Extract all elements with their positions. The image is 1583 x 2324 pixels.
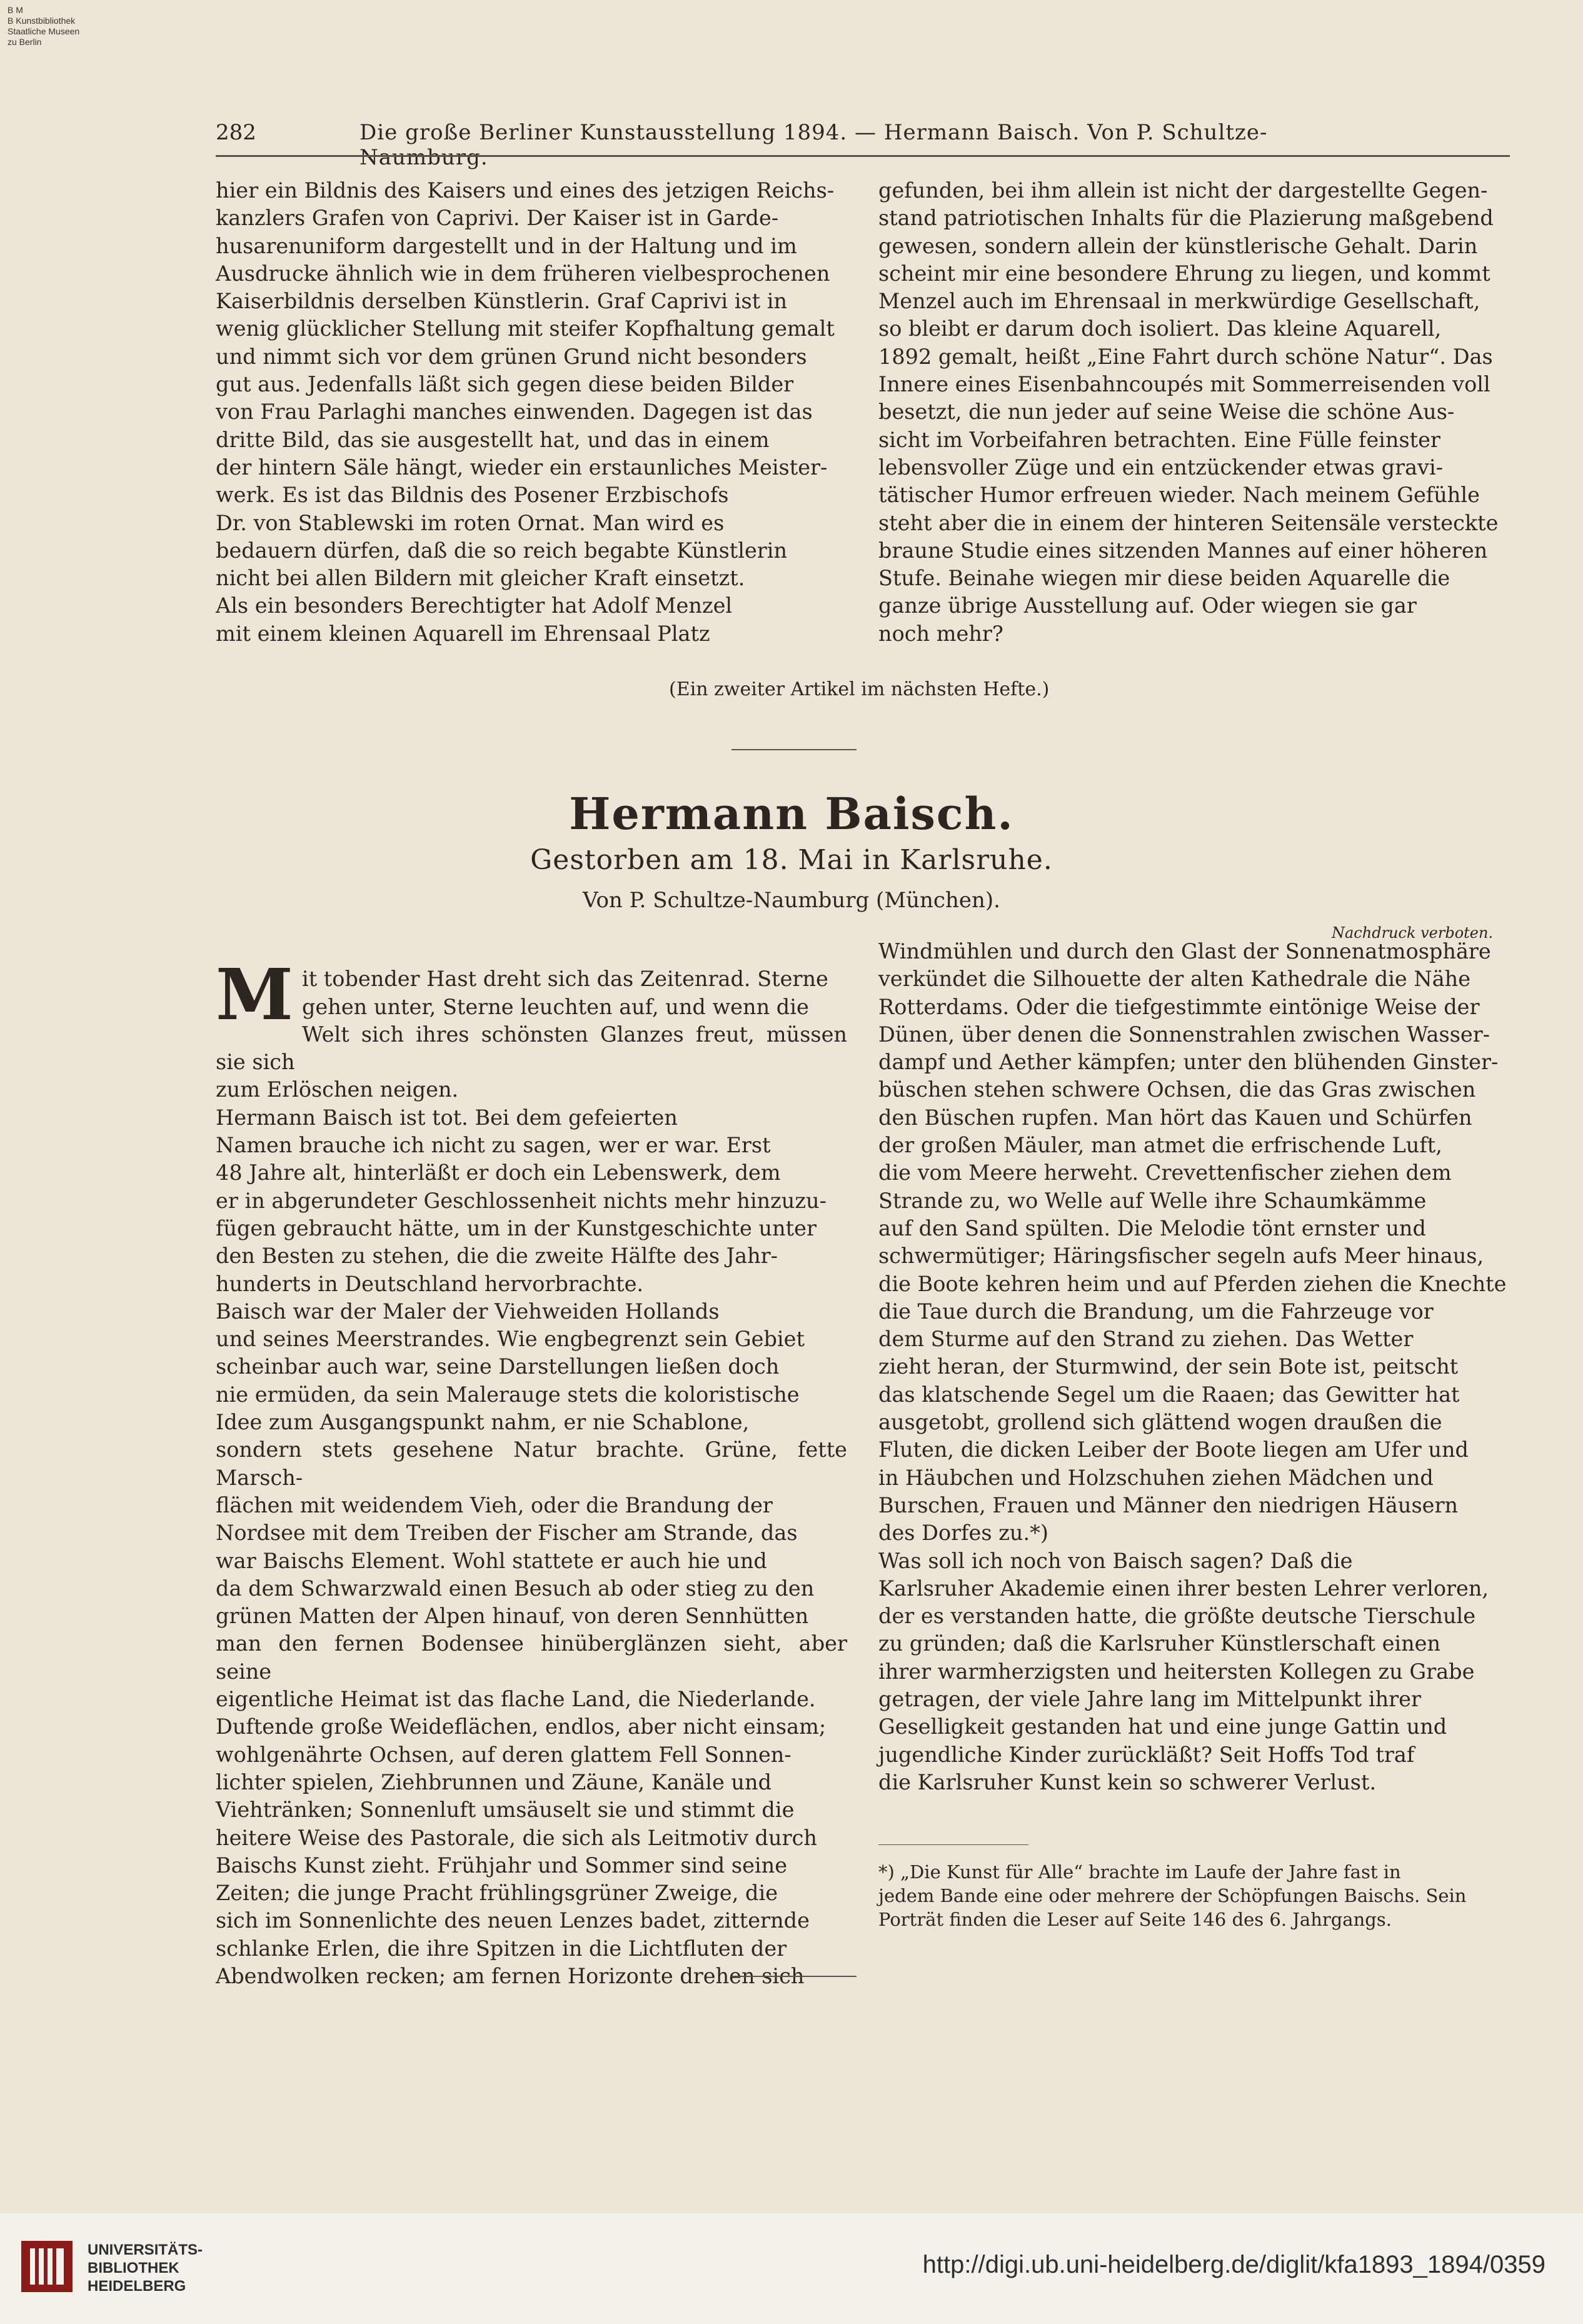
end-divider xyxy=(731,1976,857,1977)
running-header xyxy=(216,120,1372,170)
continuation-note: (Ein zweiter Artikel im nächsten Hefte.) xyxy=(669,678,1050,700)
article-column-1 xyxy=(216,938,847,1990)
footnote: *) „Die Kunst für Alle“ brachte im Laufe der Jahre fast in jedem Bande eine oder mehrere der Schöpfungen Baischs. Sein Porträt finden die Leser auf Seite 146 des 6. Jahrgangs. xyxy=(878,1861,1467,1930)
previous-article-column-2: gefunden, bei ihm allein ist nicht der dargestellte Gegen- stand patriotischen Inhalts für die Plazierung maßgebend gewesen, sondern allein der künstlerische Gehalt. Darin scheint mir eine besondere Ehrung zu liegen, und kommt Menzel auch im Ehrensaal in merkwürdige Gesellschaft, so bleibt er darum doch isoliert. Das kleine Aquarell, 1892 gemalt, heißt „Eine Fahrt durch schöne Natur“. Das Innere eines Eisenbahncoupés mit Sommerreisenden voll besetzt, die nun jeder auf seine Weise die schöne Aus- sicht im Vorbeifahren betrachten. Eine Fülle feinster lebensvoller Züge und ein entzückender etwas gravi- tätischer Humor erfreuen wieder. Nach meinem Gefühle steht aber die in einem der hinteren Seitensäle versteckte braune Studie eines sitzenden Mannes auf einer höheren Stufe. Beinahe wiegen mir diese beiden Aquarelle die ganze übrige Ausstellung auf. Oder wiegen sie gar noch mehr? xyxy=(878,178,1499,646)
article-title: Hermann Baisch. xyxy=(569,788,1014,840)
stamp-line: B M xyxy=(8,5,23,15)
source-url-link[interactable]: http://digi.ub.uni-heidelberg.de/diglit/kfa1893_1894/0359 xyxy=(922,2251,1545,2278)
article-byline: Von P. Schultze-Naumburg (München). xyxy=(583,888,1000,913)
previous-article-column-1: hier ein Bildnis des Kaisers und eines des jetzigen Reichs- kanzlers Grafen von Caprivi. Der Kaiser ist in Garde- husarenuniform dargestellt und in der Haltung und im Ausdrucke ähnlich wie in dem früheren vielbesprochenen Kaiserbildnis derselben Künstlerin. Graf Caprivi ist in wenig glücklicher Stellung mit steifer Kopfhaltung gemalt und nimmt sich vor dem grünen Grund nicht besonders gut aus. Jedenfalls läßt sich gegen diese beiden Bilder von Frau Parlaghi manches einwenden. Dagegen ist das dritte Bild, das sie ausgestellt hat, und das in einem der hintern Säle hängt, wieder ein erstaunliches Meister- werk. Es ist das Bildnis des Posener Erzbischofs Dr. von Stablewski im roten Ornat. Man wird es bedauern dürfen, daß die so reich begabte Künstlerin nicht bei allen Bildern mit gleicher Kraft einsetzt. Als ein besonders Berechtigter hat Adolf Menzel mit einem kleinen Aquarell im Ehrensaal Platz xyxy=(216,178,835,646)
running-title: Die große Berliner Kunstausstellung 1894. — Hermann Baisch. Von P. Schultze-Naumburg. xyxy=(359,120,1268,170)
header-rule xyxy=(216,155,1510,157)
footnote-rule xyxy=(878,1844,1028,1845)
stamp-line: Staatliche Museen xyxy=(8,26,80,36)
page-number: 282 xyxy=(216,120,256,145)
library-footer xyxy=(0,2213,1583,2324)
library-stamp xyxy=(8,5,133,48)
reprint-notice: Nachdruck verboten. xyxy=(1332,924,1494,942)
drop-cap: M xyxy=(216,954,293,1037)
library-name xyxy=(88,2241,203,2295)
stamp-line: zu Berlin xyxy=(8,37,42,47)
section-divider xyxy=(731,749,857,750)
stamp-line: B Kunstbibliothek xyxy=(8,16,76,26)
article-column-1-text: it tobender Hast dreht sich das Zeitenrad. Sterne gehen unter, Sterne leuchten auf, und wenn die Welt sich ihres schönsten Glanzes freut, müssen sie sich zum Erlöschen neigen. Hermann Baisch ist tot. Bei dem gefeierten Namen brauche ich nicht zu sagen, wer er war. Erst 48 Jahre alt, hinterläßt er doch ein Lebenswerk, dem er in abgerundeter Geschlossenheit nichts mehr hinzuzu- fügen gebraucht hätte, um in der Kunstgeschichte unter den Besten zu stehen, die die zweite Hälfte des Jahr- hunderts in Deutschland hervorbrachte. Baisch war der Maler der Viehweiden Hollands und seines Meerstrandes. Wie engbegrenzt sein Gebiet scheinbar auch war, seine Darstellungen ließen doch nie ermüden, da sein Malerauge stets die koloristische Idee zum Ausgangspunkt nahm, er nie Schablone, sondern stets gesehene Natur brachte. Grüne, fette Marsch- flächen mit weidendem Vieh, oder die Brandung der Nordsee mit dem Treiben der Fischer am Strande, das war Baischs Element. Wohl stattete er auch hie und da dem Schwarzwald einen Besuch ab oder stieg zu den grünen Matten der Alpen hinauf, von deren Sennhütten man den fernen Bodensee hinüberglänzen sieht, aber seine eigentliche Heimat ist das flache Land, die Niederlande. Duftende große Weideflächen, endlos, aber nicht einsam; wohlgenährte Ochsen, auf deren glattem Fell Sonnen- lichter spielen, Ziehbrunnen und Zäune, Kanäle und Viehtränken; Sonnenluft umsäuselt sie und stimmt die heitere Weise des Pastorale, die sich als Leitmotiv durch Baischs Kunst zieht. Frühjahr und Sommer sind seine Zeiten; die junge Pracht frühlingsgrüner Zweige, die sich im Sonnenlichte des neuen Lenzes badet, zitternde schlanke Erlen, die ihre Spitzen in die Lichtfluten der Abendwolken recken; am fernen Horizonte drehen sich xyxy=(216,967,847,1988)
library-name-line: BIBLIOTHEK xyxy=(88,2260,179,2276)
article-column-2: Windmühlen und durch den Glast der Sonnenatmosphäre verkündet die Silhouette der alten Kathedrale die Nähe Rotterdams. Oder die tiefgestimmte eintönige Weise der Dünen, über denen die Sonnenstrahlen zwischen Wasser- dampf und Aether kämpfen; unter den blühenden Ginster- büschen stehen schwere Ochsen, die das Gras zwischen den Büschen rupfen. Man hört das Kauen und Schürfen der großen Mäuler, man atmet die erfrischende Luft, die vom Meere herweht. Crevettenfischer ziehen dem Strande zu, wo Welle auf Welle ihre Schaumkämme auf den Sand spülten. Die Melodie tönt ernster und schwermütiger; Häringsfischer segeln aufs Meer hinaus, die Boote kehren heim und auf Pferden ziehen die Knechte die Taue durch die Brandung, um die Fahrzeuge vor dem Sturme auf den Strand zu ziehen. Das Wetter zieht heran, der Sturmwind, der sein Bote ist, peitscht das klatschende Segel um die Raaen; das Gewitter hat ausgetobt, grollend sich glättend wogen draußen die Fluten, die dicken Leiber der Boote liegen am Ufer und in Häubchen und Holzschuhen ziehen Mädchen und Burschen, Frauen und Männer den niedrigen Häusern des Dorfes zu.*) Was soll ich noch von Baisch sagen? Daß die Karlsruher Akademie einen ihrer besten Lehrer verloren, der es verstanden hatte, die größte deutsche Tierschule zu gründen; daß die Karlsruher Künstlerschaft einen ihrer warmherzigsten und heitersten Kollegen zu Grabe getragen, der viele Jahre lang im Mittelpunkt ihrer Geselligkeit gestanden hat und eine junge Gattin und jugendliche Kinder zurückläßt? Seit Hoffs Tod traf die Karlsruher Kunst kein so schwerer Verlust. xyxy=(878,939,1507,1794)
article-subtitle: Gestorben am 18. Mai in Karlsruhe. xyxy=(530,844,1053,876)
library-name-line: HEIDELBERG xyxy=(88,2278,186,2295)
heidelberg-library-logo-icon xyxy=(19,2238,75,2295)
library-name-line: UNIVERSITÄTS- xyxy=(88,2241,203,2258)
